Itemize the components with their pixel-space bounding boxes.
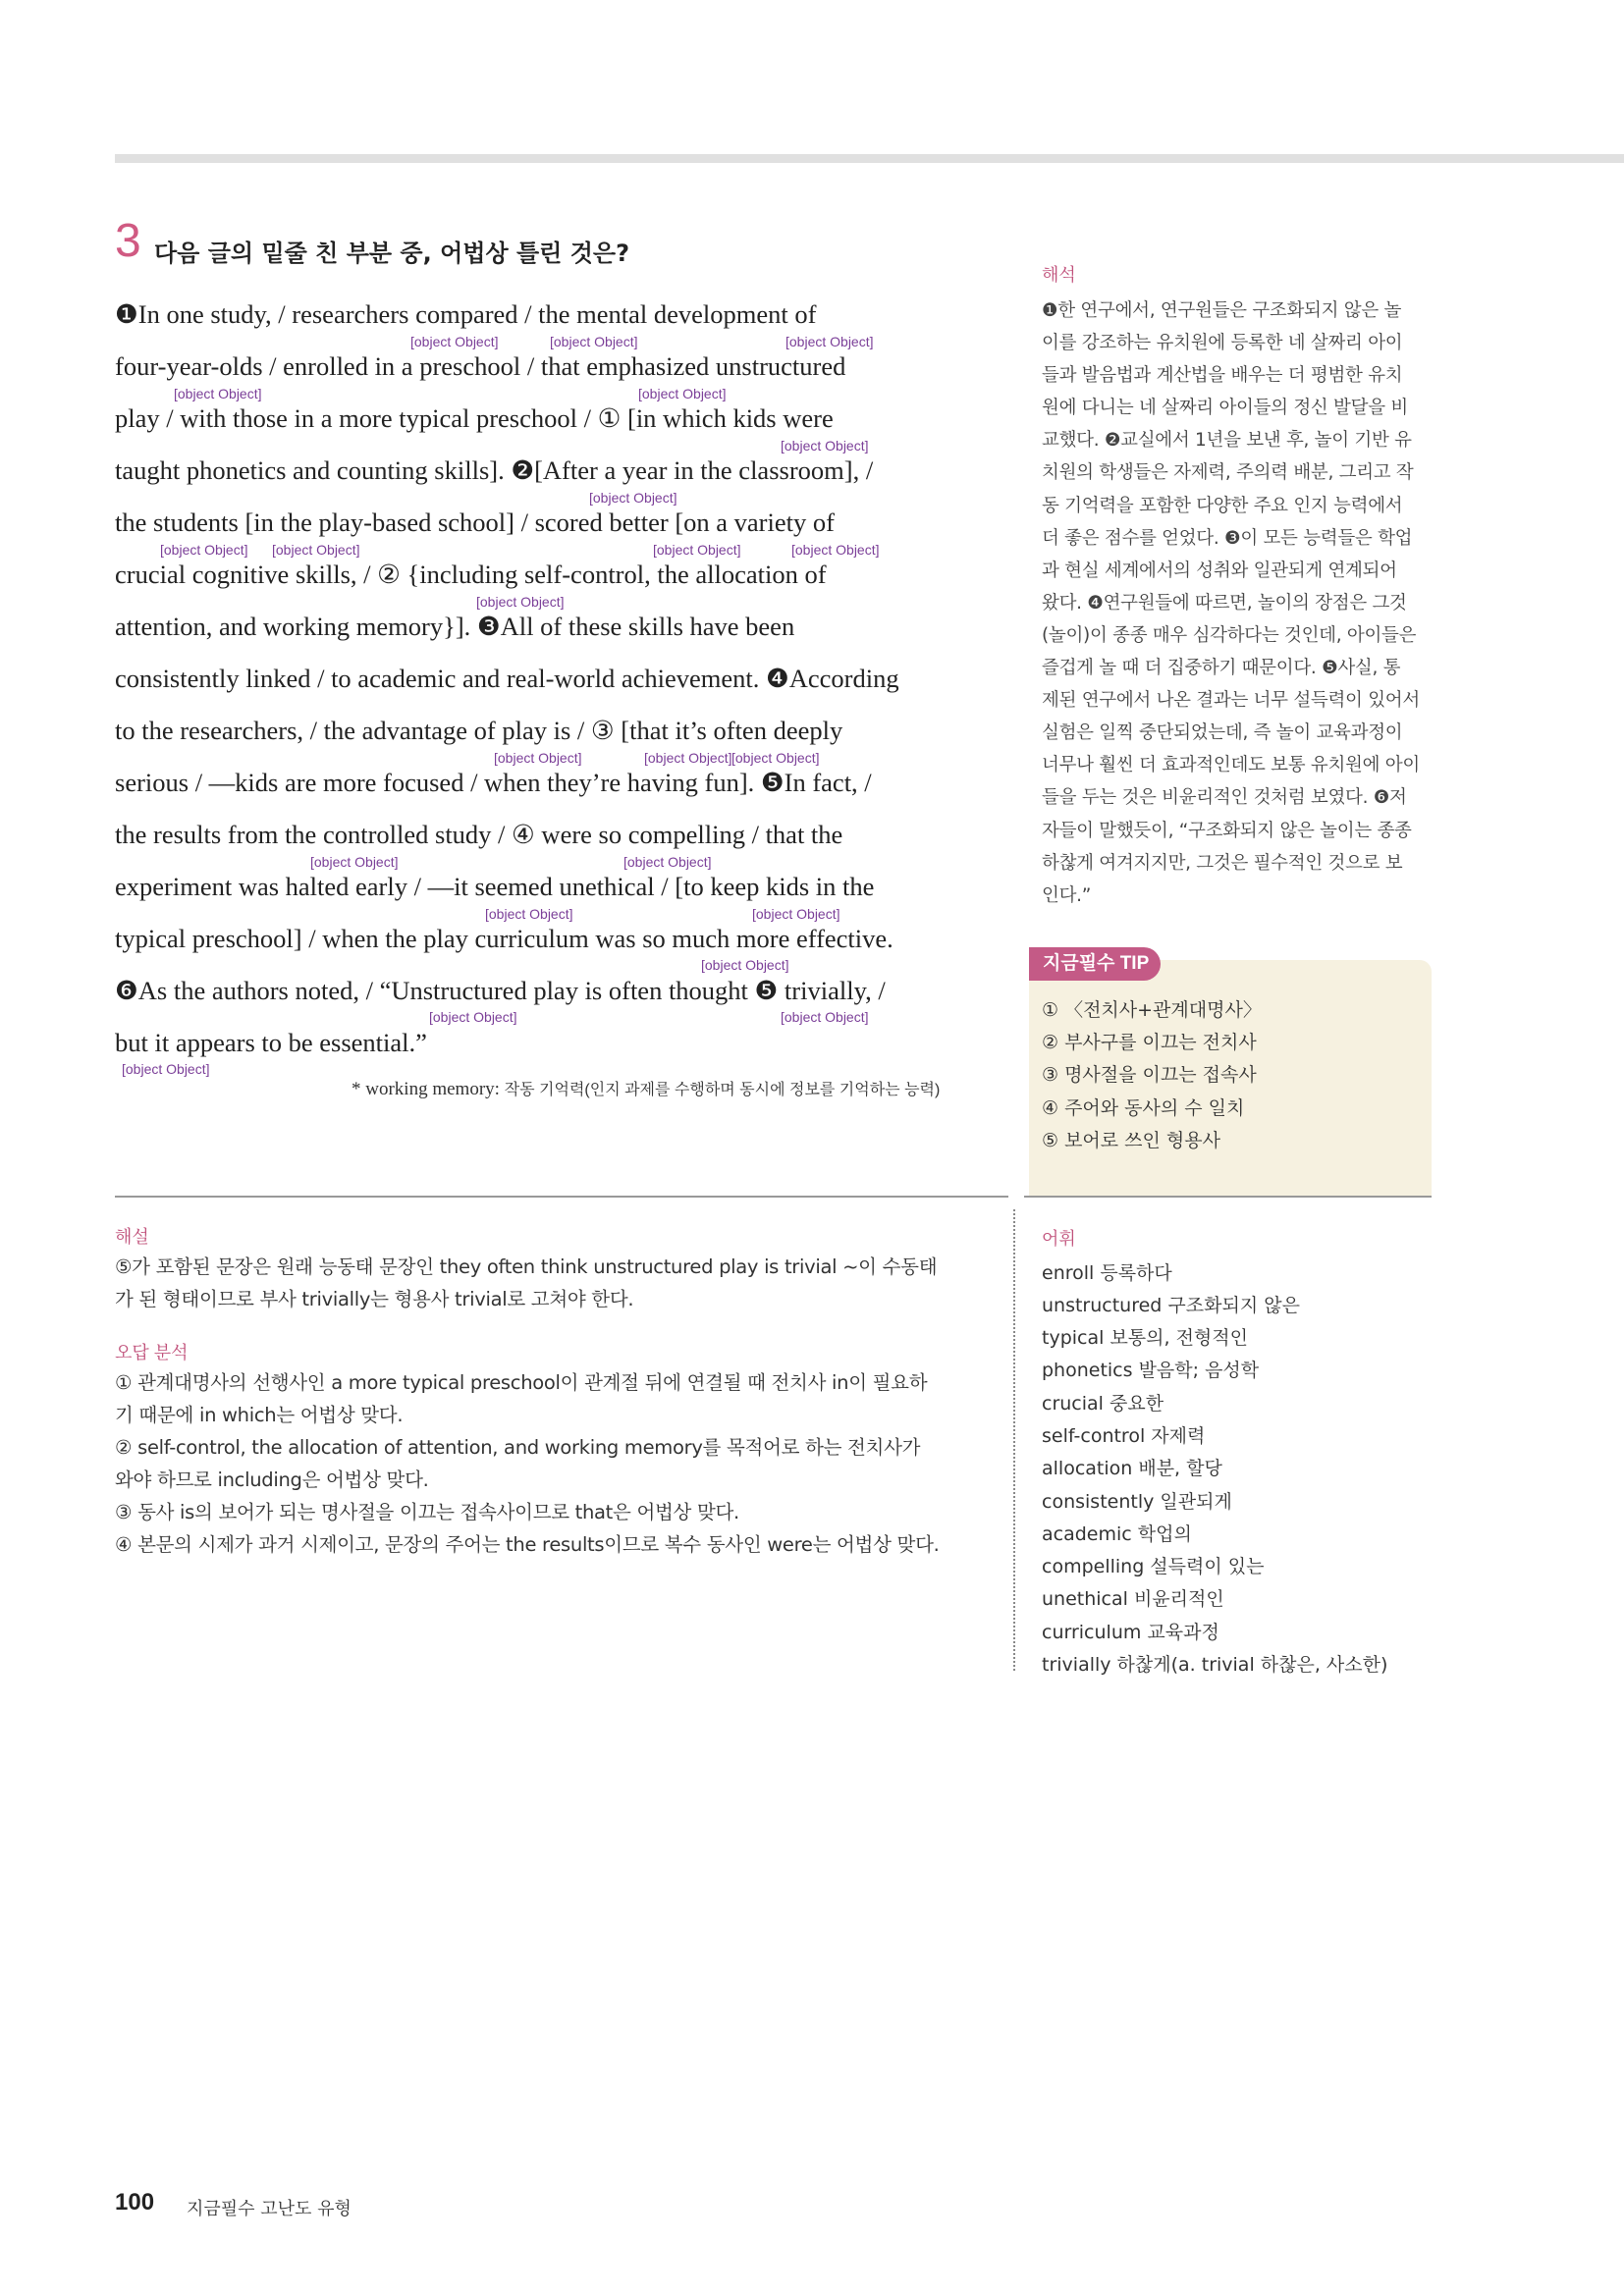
passage-line: ❻As the authors noted, / “Unstructured play is often thought ❺ trivially, / [115, 976, 886, 1005]
annotation: [object Object] [122, 1061, 210, 1077]
passage-line: four-year-olds / enrolled in a preschool / that emphasized unstructured [115, 351, 846, 381]
translation-line: 더 좋은 점수를 얻었다. ❸이 모든 능력들은 학업 [1042, 527, 1413, 549]
explanation-line: ⑤가 포함된 문장은 원래 능동태 문장인 they often think unstructured play is trivial ~이 수동태 [115, 1255, 938, 1278]
annotation: [object Object] [174, 386, 262, 401]
tip-item: ③ 명사절을 이끄는 접속사 [1042, 1064, 1257, 1086]
vocab-item: compelling 설득력이 있는 [1042, 1556, 1265, 1577]
translation-line: 과 현실 세계에서의 성취와 일관되게 연계되어 [1042, 560, 1397, 581]
question-header [115, 215, 999, 273]
annotation: [object Object] [494, 750, 582, 766]
annotation: [object Object] [644, 750, 732, 766]
translation-line: 자들이 말했듯이, “구조화되지 않은 놀이는 종종 [1042, 820, 1412, 841]
tip-label: 지금필수 TIP [1029, 947, 1161, 981]
translation-line: 즐겁게 놀 때 더 집중하기 때문이다. ❺사실, 통 [1042, 658, 1401, 679]
translation-line: 들을 두는 것은 비윤리적인 것처럼 보였다. ❻저 [1042, 787, 1407, 809]
wrong-analysis-line: ② self-control, the allocation of attention, and working memory를 목적어로 하는 전치사가 [115, 1436, 921, 1459]
wrong-analysis-line: ① 관계대명사의 선행사인 a more typical preschool이 관계절 뒤에 연결될 때 전치사 in이 필요하 [115, 1371, 928, 1394]
annotation: [object Object] [476, 594, 565, 610]
annotation: [object Object] [429, 1009, 517, 1025]
passage-line: typical preschool] / when the play curriculum was so much more effective. [115, 924, 893, 953]
annotation: [object Object] [781, 438, 869, 454]
top-rule [115, 154, 1624, 163]
annotation: [object Object] [623, 854, 712, 870]
vocab-item: enroll 등록하다 [1042, 1262, 1172, 1284]
translation-label: 해석 [1042, 265, 1076, 285]
wrong-analysis-line: 기 때문에 in which는 어법상 맞다. [115, 1404, 404, 1426]
annotation: [object Object] [701, 957, 789, 973]
vocab-item: trivially 하찮게(a. trivial 하찮은, 사소한) [1042, 1654, 1388, 1676]
vocab-item: consistently 일관되게 [1042, 1491, 1232, 1513]
vocab-item: academic 학업의 [1042, 1523, 1192, 1545]
vocab-item: allocation 배분, 할당 [1042, 1458, 1222, 1479]
annotation: [object Object] [785, 334, 874, 349]
section-divider [115, 1196, 1008, 1198]
annotation: [object Object] [550, 334, 638, 349]
vocab-item: phonetics 발음학; 음성학 [1042, 1360, 1260, 1381]
wrong-analysis-label: 오답 분석 [115, 1343, 189, 1362]
passage-line: play / with those in a more typical preschool / ① [in which kids were [115, 403, 834, 433]
passage-line: experiment was halted early / —it seemed unethical / [to keep kids in the [115, 872, 875, 901]
footnote-term: * working memory: [352, 1079, 500, 1099]
vocabulary-label: 어휘 [1042, 1229, 1076, 1249]
passage-line: taught phonetics and counting skills]. ❷[After a year in the classroom], / [115, 455, 874, 485]
translation-line: 동 기억력을 포함한 다양한 주요 인지 능력에서 [1042, 495, 1403, 516]
annotation: [object Object] [791, 542, 880, 558]
passage-line: the students [in the play-based school] / scored better [on a variety of [115, 507, 835, 537]
translation-line: 원에 다니는 네 살짜리 아이들의 정신 발달을 비 [1042, 398, 1408, 419]
passage-line: attention, and working memory}]. ❸All of these skills have been [115, 612, 795, 641]
vocab-item: self-control 자제력 [1042, 1425, 1206, 1447]
translation-line: 실험은 일찍 중단되었는데, 즉 놀이 교육과정이 [1042, 722, 1403, 744]
footnote [352, 1077, 940, 1100]
translation-line: 치원의 학생들은 자제력, 주의력 배분, 그리고 작 [1042, 462, 1414, 484]
passage-line: consistently linked / to academic and real-world achievement. ❹According [115, 664, 899, 693]
annotation: [object Object] [410, 334, 499, 349]
tip-item: ④ 주어와 동사의 수 일치 [1042, 1097, 1245, 1119]
tip-item: ① 〈전치사+관계대명사〉 [1042, 999, 1262, 1021]
annotation: [object Object] [272, 542, 360, 558]
vocab-item: unstructured 구조화되지 않은 [1042, 1295, 1300, 1316]
tip-item: ⑤ 보어로 쓰인 형용사 [1042, 1130, 1220, 1151]
wrong-analysis-line: ④ 본문의 시제가 과거 시제이고, 문장의 주어는 the results이므로 복수 동사인 were는 어법상 맞다. [115, 1533, 940, 1556]
question-number: 3 [115, 215, 141, 267]
explanation-label: 해설 [115, 1227, 149, 1247]
explanation-line: 가 된 형태이므로 부사 trivially는 형용사 trivial로 고쳐야 한다. [115, 1288, 634, 1310]
question-text: 다음 글의 밑줄 친 부분 중, 어법상 틀린 것은? [154, 240, 630, 267]
vocab-item: unethical 비윤리적인 [1042, 1588, 1224, 1610]
translation-line: 왔다. ❹연구원들에 따르면, 놀이의 장점은 그것 [1042, 592, 1407, 614]
annotation: [object Object] [638, 386, 727, 401]
translation-line: 인다.” [1042, 884, 1092, 906]
page-number: 100 [115, 2189, 155, 2216]
annotation: [object Object] [752, 906, 840, 922]
annotation: [object Object] [310, 854, 399, 870]
translation-line: 이를 강조하는 유치원에 등록한 네 살짜리 아이 [1042, 333, 1403, 354]
tip-item: ② 부사구를 이끄는 전치사 [1042, 1032, 1257, 1053]
passage-line: the results from the controlled study / ④ were so compelling / that the [115, 820, 843, 849]
wrong-analysis-body [115, 1366, 989, 1561]
vocab-item: curriculum 교육과정 [1042, 1622, 1219, 1643]
passage-line: crucial cognitive skills, / ② {including self-control, the allocation of [115, 560, 827, 589]
wrong-analysis-line: ③ 동사 is의 보어가 되는 명사절을 이끄는 접속사이므로 that은 어법상 맞다. [115, 1501, 739, 1523]
annotation: [object Object] [160, 542, 248, 558]
translation-body [1042, 294, 1435, 912]
passage-line: serious / —kids are more focused / when they’re having fun]. ❺In fact, / [115, 768, 872, 797]
translation-line: 너무나 훨씬 더 효과적인데도 보통 유치원에 아이 [1042, 755, 1420, 776]
translation-line: 하찮게 여겨지지만, 그것은 필수적인 것으로 보 [1042, 852, 1403, 874]
column-divider [1013, 1209, 1015, 1671]
explanation-body [115, 1251, 989, 1315]
section-divider [1024, 1196, 1432, 1198]
passage-line: to the researchers, / the advantage of play is / ③ [that it’s often deeply [115, 716, 843, 745]
translation-line: (놀이)이 종종 매우 심각하다는 것인데, 아이들은 [1042, 624, 1417, 646]
translation-line: 들과 발음법과 계산법을 배우는 더 평범한 유치 [1042, 365, 1403, 387]
page-title: 지금필수 고난도 유형 [187, 2199, 352, 2219]
passage-line: ❶In one study, / researchers compared / the mental development of [115, 299, 817, 329]
annotation: [object Object] [485, 906, 573, 922]
translation-line: ❶한 연구에서, 연구원들은 구조화되지 않은 놀 [1042, 300, 1402, 321]
annotation: [object Object] [781, 1009, 869, 1025]
annotation: [object Object] [653, 542, 741, 558]
vocab-item: typical 보통의, 전형적인 [1042, 1327, 1248, 1349]
vocab-item: crucial 중요한 [1042, 1393, 1164, 1415]
translation-line: 교했다. ❷교실에서 1년을 보낸 후, 놀이 기반 유 [1042, 430, 1412, 452]
wrong-analysis-line: 와야 하므로 including은 어법상 맞다. [115, 1468, 429, 1491]
translation-line: 제된 연구에서 나온 결과는 너무 설득력이 있어서 [1042, 690, 1420, 712]
passage-line: but it appears to be essential.” [115, 1028, 427, 1057]
annotation: [object Object] [589, 490, 677, 506]
footnote-definition: 작동 기억력(인지 과제를 수행하며 동시에 정보를 기억하는 능력) [504, 1082, 941, 1098]
annotation: [object Object] [731, 750, 820, 766]
